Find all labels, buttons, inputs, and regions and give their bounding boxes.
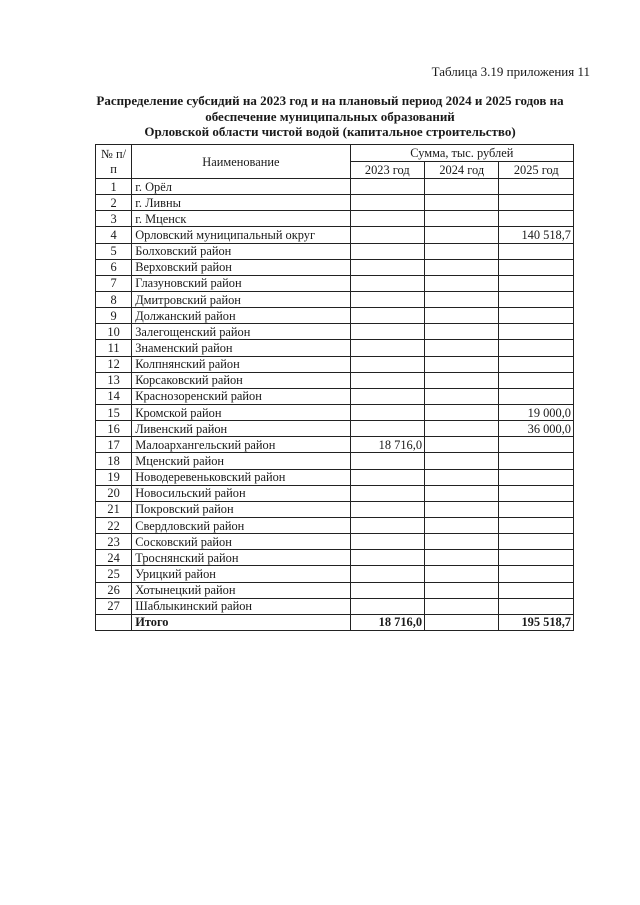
row-name: Кромской район (132, 404, 350, 420)
row-value-2023 (350, 453, 424, 469)
table-row (96, 534, 574, 550)
row-value-2024 (425, 517, 499, 533)
row-number: 19 (96, 469, 132, 485)
row-value-2024 (425, 598, 499, 614)
row-value-2023 (350, 550, 424, 566)
row-value-2025 (499, 324, 574, 340)
row-value-2023 (350, 598, 424, 614)
table-row (96, 421, 574, 437)
row-name: Новодеревеньковский район (132, 469, 350, 485)
row-name: Дмитровский район (132, 291, 350, 307)
row-value-2023 (350, 275, 424, 291)
table-row (96, 404, 574, 420)
heading-line-3: Орловской области чистой водой (капитальное строительство) (144, 124, 516, 139)
row-value-2023 (350, 179, 424, 195)
row-value-2024 (425, 243, 499, 259)
table-row (96, 582, 574, 598)
row-value-2025: 36 000,0 (499, 421, 574, 437)
table-row (96, 372, 574, 388)
row-number: 4 (96, 227, 132, 243)
subsidy-table (95, 144, 574, 631)
total-row (96, 614, 574, 630)
row-value-2025: 140 518,7 (499, 227, 574, 243)
row-number: 17 (96, 437, 132, 453)
row-value-2024 (425, 195, 499, 211)
header-sum: Сумма, тыс. рублей (350, 145, 573, 162)
row-name: Троснянский район (132, 550, 350, 566)
row-value-2023 (350, 291, 424, 307)
row-value-2025 (499, 291, 574, 307)
row-value-2025 (499, 259, 574, 275)
row-value-2025 (499, 243, 574, 259)
table-row (96, 501, 574, 517)
row-value-2025 (499, 308, 574, 324)
header-2025: 2025 год (499, 162, 574, 179)
row-value-2024 (425, 291, 499, 307)
row-name: г. Орёл (132, 179, 350, 195)
row-value-2024 (425, 356, 499, 372)
total-2023: 18 716,0 (350, 614, 424, 630)
row-name: Орловский муниципальный округ (132, 227, 350, 243)
row-value-2025 (499, 582, 574, 598)
row-number: 11 (96, 340, 132, 356)
row-value-2023 (350, 308, 424, 324)
row-name: Малоархангельский район (132, 437, 350, 453)
row-value-2023 (350, 324, 424, 340)
row-value-2024 (425, 388, 499, 404)
row-value-2024 (425, 372, 499, 388)
row-value-2025 (499, 453, 574, 469)
row-value-2025 (499, 437, 574, 453)
row-name: г. Мценск (132, 211, 350, 227)
row-name: Шаблыкинский район (132, 598, 350, 614)
total-label: Итого (132, 614, 350, 630)
header-2023: 2023 год (350, 162, 424, 179)
row-value-2025 (499, 501, 574, 517)
row-value-2024 (425, 179, 499, 195)
row-number: 8 (96, 291, 132, 307)
row-value-2025 (499, 195, 574, 211)
total-2024 (425, 614, 499, 630)
row-number: 23 (96, 534, 132, 550)
header-2024: 2024 год (425, 162, 499, 179)
row-value-2023 (350, 404, 424, 420)
table-row (96, 340, 574, 356)
row-value-2023 (350, 340, 424, 356)
row-name: Верховский район (132, 259, 350, 275)
row-value-2023 (350, 243, 424, 259)
row-value-2025 (499, 550, 574, 566)
row-value-2024 (425, 308, 499, 324)
row-value-2023 (350, 501, 424, 517)
row-value-2025 (499, 372, 574, 388)
row-value-2024 (425, 227, 499, 243)
row-number: 25 (96, 566, 132, 582)
row-name: г. Ливны (132, 195, 350, 211)
table-row (96, 598, 574, 614)
row-value-2023 (350, 485, 424, 501)
row-number: 27 (96, 598, 132, 614)
header-number: № п/п (96, 145, 132, 179)
row-value-2023 (350, 566, 424, 582)
table-row (96, 227, 574, 243)
table-row (96, 550, 574, 566)
row-value-2023: 18 716,0 (350, 437, 424, 453)
row-number: 3 (96, 211, 132, 227)
row-name: Залегощенский район (132, 324, 350, 340)
row-number: 18 (96, 453, 132, 469)
table-row (96, 179, 574, 195)
row-value-2023 (350, 534, 424, 550)
table-row (96, 259, 574, 275)
row-value-2025: 19 000,0 (499, 404, 574, 420)
table-row (96, 324, 574, 340)
row-value-2023 (350, 421, 424, 437)
row-name: Свердловский район (132, 517, 350, 533)
heading-line-2: обеспечение муниципальных образований (205, 108, 455, 124)
row-name: Ливенский район (132, 421, 350, 437)
row-value-2023 (350, 356, 424, 372)
table-row (96, 211, 574, 227)
table-row (96, 243, 574, 259)
row-value-2025 (499, 517, 574, 533)
table-row (96, 469, 574, 485)
row-name: Колпнянский район (132, 356, 350, 372)
row-number: 1 (96, 179, 132, 195)
row-value-2023 (350, 372, 424, 388)
table-row (96, 485, 574, 501)
row-value-2024 (425, 404, 499, 420)
row-value-2025 (499, 469, 574, 485)
header-name: Наименование (132, 145, 350, 179)
row-value-2025 (499, 275, 574, 291)
table-row (96, 437, 574, 453)
row-value-2023 (350, 582, 424, 598)
row-name: Глазуновский район (132, 275, 350, 291)
row-number: 6 (96, 259, 132, 275)
row-value-2023 (350, 195, 424, 211)
row-value-2025 (499, 340, 574, 356)
total-number (96, 614, 132, 630)
row-name: Должанский район (132, 308, 350, 324)
row-value-2024 (425, 534, 499, 550)
heading-line-1: Распределение субсидий на 2023 год и на плановый период 2024 и 2025 годов на (96, 93, 564, 108)
row-name: Мценский район (132, 453, 350, 469)
row-value-2025 (499, 534, 574, 550)
row-number: 16 (96, 421, 132, 437)
total-2025: 195 518,7 (499, 614, 574, 630)
row-value-2023 (350, 388, 424, 404)
row-number: 12 (96, 356, 132, 372)
row-number: 22 (96, 517, 132, 533)
row-value-2025 (499, 388, 574, 404)
row-value-2023 (350, 259, 424, 275)
header-row-1 (96, 145, 574, 162)
table-row (96, 517, 574, 533)
row-value-2024 (425, 275, 499, 291)
row-value-2025 (499, 485, 574, 501)
row-number: 10 (96, 324, 132, 340)
row-value-2025 (499, 179, 574, 195)
row-name: Урицкий район (132, 566, 350, 582)
row-number: 7 (96, 275, 132, 291)
table-row (96, 388, 574, 404)
row-value-2025 (499, 566, 574, 582)
row-number: 2 (96, 195, 132, 211)
row-value-2024 (425, 550, 499, 566)
row-name: Краснозоренский район (132, 388, 350, 404)
row-value-2024 (425, 566, 499, 582)
row-name: Покровский район (132, 501, 350, 517)
document-heading (70, 93, 590, 140)
row-value-2024 (425, 324, 499, 340)
row-value-2023 (350, 227, 424, 243)
row-number: 20 (96, 485, 132, 501)
row-value-2024 (425, 485, 499, 501)
row-value-2024 (425, 453, 499, 469)
row-value-2024 (425, 421, 499, 437)
row-name: Новосильский район (132, 485, 350, 501)
row-value-2023 (350, 469, 424, 485)
table-row (96, 195, 574, 211)
table-row (96, 291, 574, 307)
row-value-2024 (425, 501, 499, 517)
row-name: Болховский район (132, 243, 350, 259)
row-value-2024 (425, 211, 499, 227)
table-row (96, 566, 574, 582)
row-number: 14 (96, 388, 132, 404)
row-value-2023 (350, 517, 424, 533)
table-caption: Таблица 3.19 приложения 11 (431, 64, 590, 79)
row-value-2023 (350, 211, 424, 227)
row-number: 24 (96, 550, 132, 566)
row-value-2025 (499, 211, 574, 227)
row-number: 21 (96, 501, 132, 517)
table-row (96, 453, 574, 469)
row-number: 15 (96, 404, 132, 420)
table-row (96, 275, 574, 291)
row-value-2024 (425, 340, 499, 356)
row-value-2024 (425, 582, 499, 598)
table-row (96, 308, 574, 324)
row-number: 13 (96, 372, 132, 388)
row-value-2024 (425, 469, 499, 485)
row-value-2024 (425, 437, 499, 453)
row-value-2024 (425, 259, 499, 275)
table-row (96, 356, 574, 372)
row-name: Знаменский район (132, 340, 350, 356)
row-name: Сосковский район (132, 534, 350, 550)
row-name: Корсаковский район (132, 372, 350, 388)
row-name: Хотынецкий район (132, 582, 350, 598)
row-number: 26 (96, 582, 132, 598)
row-number: 5 (96, 243, 132, 259)
row-number: 9 (96, 308, 132, 324)
row-value-2025 (499, 598, 574, 614)
row-value-2025 (499, 356, 574, 372)
